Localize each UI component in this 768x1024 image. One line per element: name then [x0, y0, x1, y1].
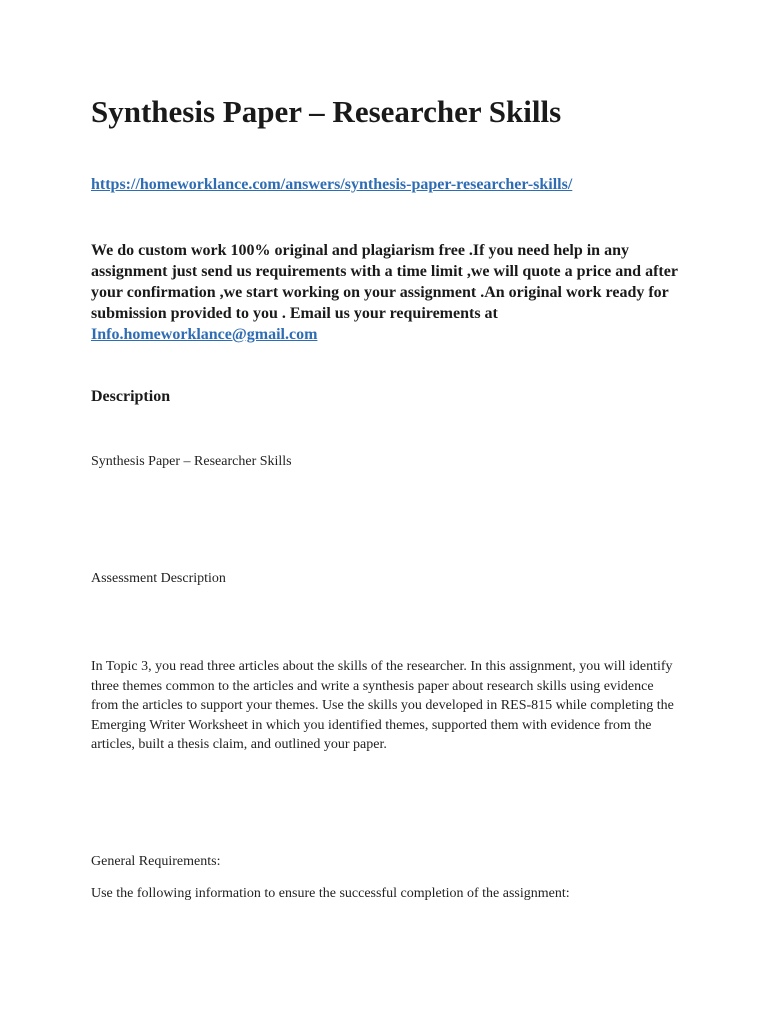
- document-title: Synthesis Paper – Researcher Skills: [91, 94, 562, 129]
- general-requirements-heading: General Requirements:: [91, 854, 221, 869]
- assessment-body-paragraph: In Topic 3, you read three articles about the skills of the researcher. In this assignment, you will identify three themes common to the articles and write a synthesis paper about research skills using evidence from the articles to support your themes. Use the skills you developed in RES-815 while completing the Emerging Writer Worksheet in which you identified themes, supported them with evidence from the articles, built a thesis claim, and outlined your paper.: [91, 659, 674, 752]
- assessment-description-heading: Assessment Description: [91, 571, 226, 586]
- intro-text: We do custom work 100% original and plagiarism free .If you need help in any assignment just send us requirements with a time limit ,we will quote a price and after your confirmation ,we start working on your assignment .An original work ready for submission provided to you . Email us your requirements at: [91, 242, 678, 322]
- source-url-link[interactable]: https://homeworklance.com/answers/synthesis-paper-researcher-skills/: [91, 176, 573, 193]
- intro-paragraph: [91, 240, 681, 345]
- description-subtitle: Synthesis Paper – Researcher Skills: [91, 454, 292, 469]
- email-link[interactable]: Info.homeworklance@gmail.com: [91, 326, 318, 343]
- description-heading: Description: [91, 388, 171, 405]
- general-requirements-intro: Use the following information to ensure the successful completion of the assignment:: [91, 886, 570, 901]
